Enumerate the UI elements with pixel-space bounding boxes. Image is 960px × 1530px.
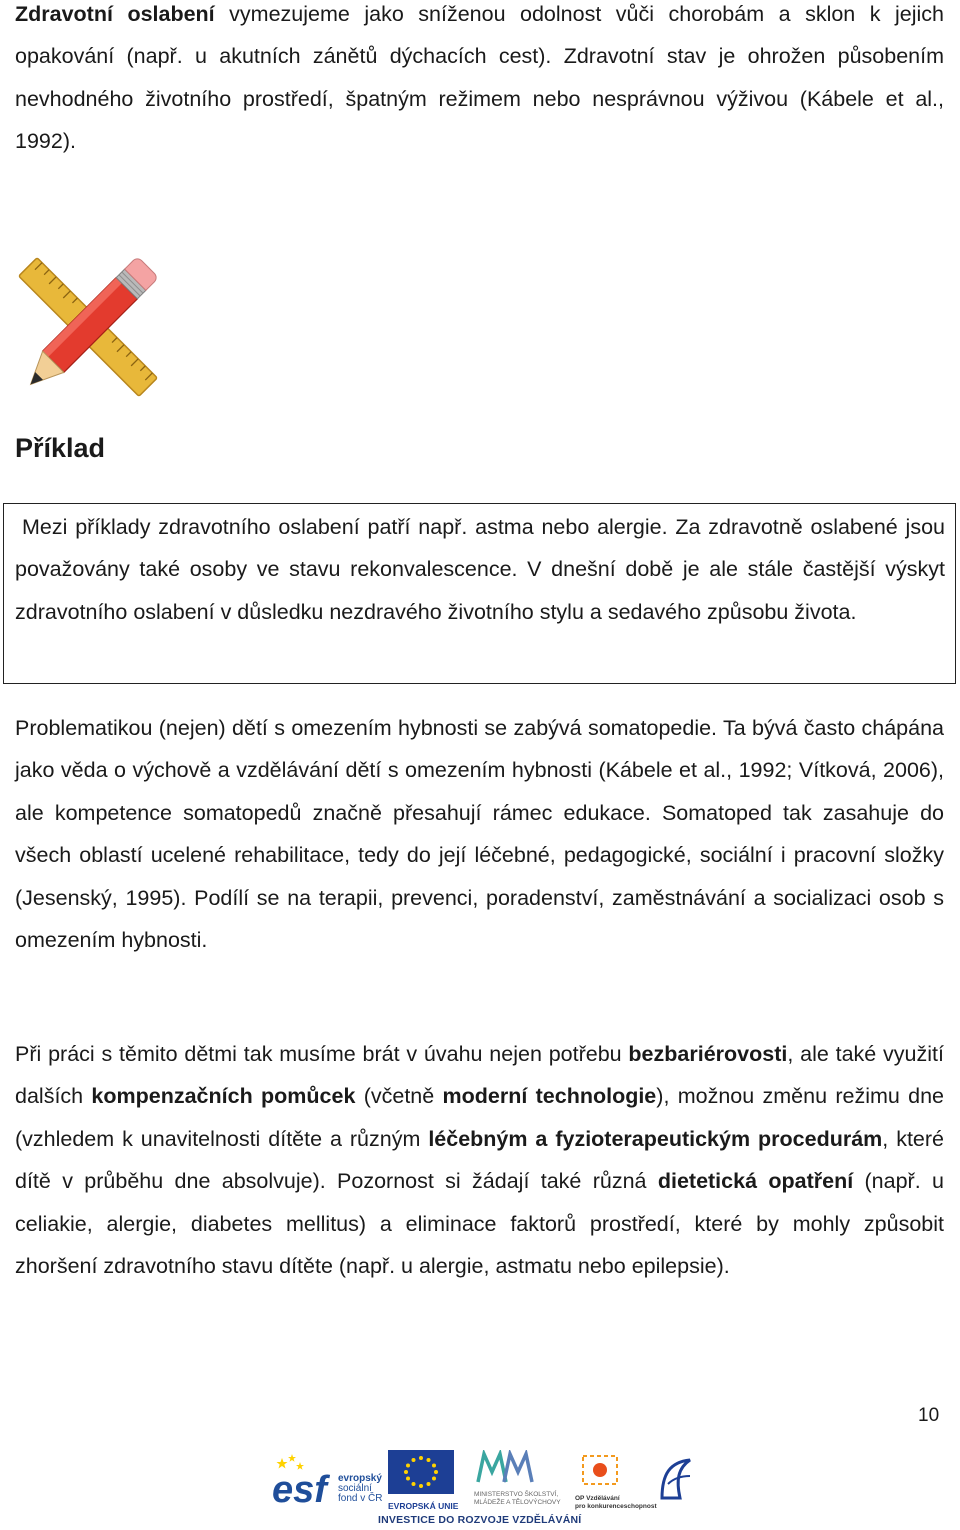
example-heading: Příklad [15, 433, 106, 463]
esf-text-3: fond v ČR [338, 1493, 383, 1504]
esf-logo [270, 1452, 390, 1508]
eu-text: EVROPSKÁ UNIE [388, 1501, 459, 1511]
footer-caption: INVESTICE DO ROZVOJE VZDĚLÁVÁNÍ [378, 1514, 582, 1526]
highlight-pomucky: kompenzačních pomůcek [91, 1084, 356, 1109]
example-box [3, 503, 956, 684]
footer-logos [270, 1448, 700, 1530]
msmt-logo [474, 1450, 574, 1510]
op-vk-icon [575, 1450, 625, 1490]
highlight-procedury: léčebným a fyzioterapeutickým procedurám [428, 1126, 883, 1151]
highlight-dieteticka-opatreni: dietetická opatření [657, 1169, 854, 1194]
msmt-text-1: MINISTERSTVO ŠKOLSTVÍ, [474, 1491, 559, 1498]
op-text-2: pro konkurenceschopnost [575, 1503, 657, 1510]
esf-text-1: evropský [338, 1473, 382, 1484]
somatopedie-paragraph: Problematikou (nejen) dětí s omezením hybnosti se zabývá somatopedie. Ta bývá často chápána jako věda o výchově a vzdělávání dětí s omezením hybnosti (Kábele et al., 1992; Vítková, 2006), ale kompetence somatopedů značně přesahují rámec edukace. Somatoped tak zasahuje do všech oblastí ucelené rehabilitace, tedy do její léčebné, pedagogické, sociální i pracovní složky (Jesenský, 1995). Podílí se na terapii, prevenci, poradenství, zaměstnávání a socializaci osob s omezením hybnosti. [15, 716, 944, 953]
op-text-1: OP Vzdělávání [575, 1495, 620, 1502]
page-number: 10 [918, 1405, 940, 1426]
eu-flag-logo [388, 1450, 459, 1511]
intro-text: vymezujeme jako sníženou odolnost vůči chorobám a sklon k jejich opakování (např. u akutních zánětů dýchacích cest). Zdravotní stav je ohrožen působením nevhodného životního prostředí, špatným režimem nebo nesprávnou výživou (Kábele et al., 1992). [15, 2, 944, 154]
esf-text-2: sociální [338, 1483, 372, 1494]
msmt-text-2: MLÁDEŽE A TĚLOVÝCHOVY [474, 1499, 561, 1506]
intro-paragraph [15, 0, 944, 163]
intro-term: Zdravotní oslabení [15, 2, 215, 26]
msmt-icon [474, 1450, 534, 1486]
eu-flag-icon [388, 1450, 454, 1494]
op-vk-logo [575, 1450, 655, 1510]
pencil-ruler-icon [14, 255, 162, 400]
svg-text:esf: esf [272, 1469, 327, 1508]
practice-paragraph: Při práci s těmito dětmi tak musíme brát v úvahu nejen potřebu bezbariérovosti, ale také využití dalších kompenzačních pomůcek (včetně moderní technologie), možnou změnu režimu dne (vzhledem k unavitelnosti dítěte a různým léčebným a fyzioterapeutickým procedurám, které dítě v průběhu dne absolvuje). Pozornost si žádají také různá dietetická opatření (např. u celiakie, alergie, diabetes mellitus) a eliminace faktorů prostředí, které by mohly způsobit zhoršení zdravotního stavu dítěte (např. u alergie, astmatu nebo epilepsie). [15, 1042, 945, 1279]
example-box-text: Mezi příklady zdravotního oslabení patří např. astma nebo alergie. Za zdravotně oslabené jsou považovány také osoby ve stavu rekonvalescence. V dnešní době je ale stále častější výskyt zdravotního oslabení v důsledku nezdravého životního stylu a sedavého způsobu života. [15, 515, 945, 624]
highlight-technologie: moderní technologie [442, 1084, 657, 1109]
highlight-bezbarierovost: bezbariérovosti [628, 1042, 788, 1066]
partner-logo [656, 1454, 696, 1504]
phoenix-icon [656, 1454, 696, 1504]
